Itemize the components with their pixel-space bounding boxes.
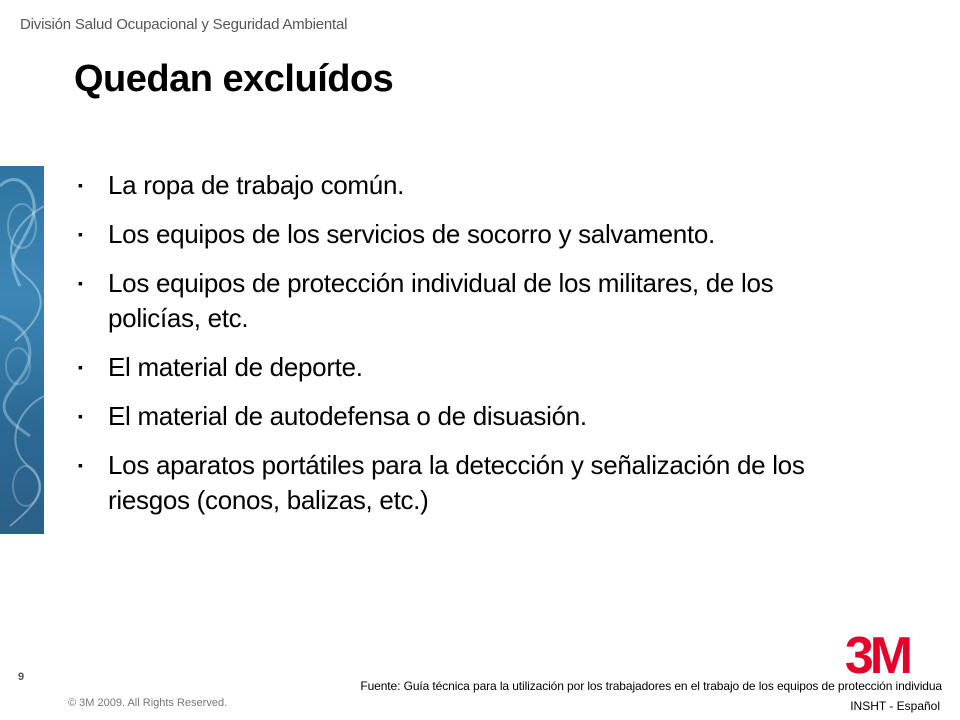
square-bullet-icon: ▪: [78, 275, 83, 291]
list-item-text: El material de deporte.: [108, 352, 363, 382]
list-item: [78, 266, 838, 336]
square-bullet-icon: ▪: [78, 226, 83, 242]
logo-text: 3M: [844, 630, 910, 678]
3m-logo: [831, 630, 923, 678]
slide-title: Quedan excluídos: [74, 58, 394, 100]
list-item-text: El material de autodefensa o de disuasión.: [108, 401, 587, 431]
list-item-text: Los aparatos portátiles para la detección y señalización de los riesgos (conos, balizas, etc.): [108, 450, 805, 515]
source-citation: Fuente: Guía técnica para la utilización por los trabajadores en el trabajo de los equipos de protección individua: [360, 679, 942, 693]
list-item-text: Los equipos de los servicios de socorro y salvamento.: [108, 219, 715, 249]
division-header: División Salud Ocupacional y Seguridad Ambiental: [20, 16, 348, 33]
list-item: [78, 217, 838, 252]
list-item: [78, 448, 838, 518]
list-item: [78, 350, 838, 385]
list-item-text: La ropa de trabajo común.: [108, 170, 405, 200]
square-bullet-icon: ▪: [78, 359, 83, 375]
exclusion-list: [78, 168, 838, 532]
source-organization: INSHT - Español: [850, 699, 940, 713]
list-item-text: Los equipos de protección individual de los militares, de los policías, etc.: [108, 268, 774, 333]
side-decorative-image: [0, 166, 44, 534]
list-item: [78, 168, 838, 203]
square-bullet-icon: ▪: [78, 177, 83, 193]
square-bullet-icon: ▪: [78, 457, 83, 473]
square-bullet-icon: ▪: [78, 408, 83, 424]
list-item: [78, 399, 838, 434]
page-number: 9: [18, 671, 25, 683]
copyright-notice: © 3M 2009. All Rights Reserved.: [68, 697, 228, 709]
